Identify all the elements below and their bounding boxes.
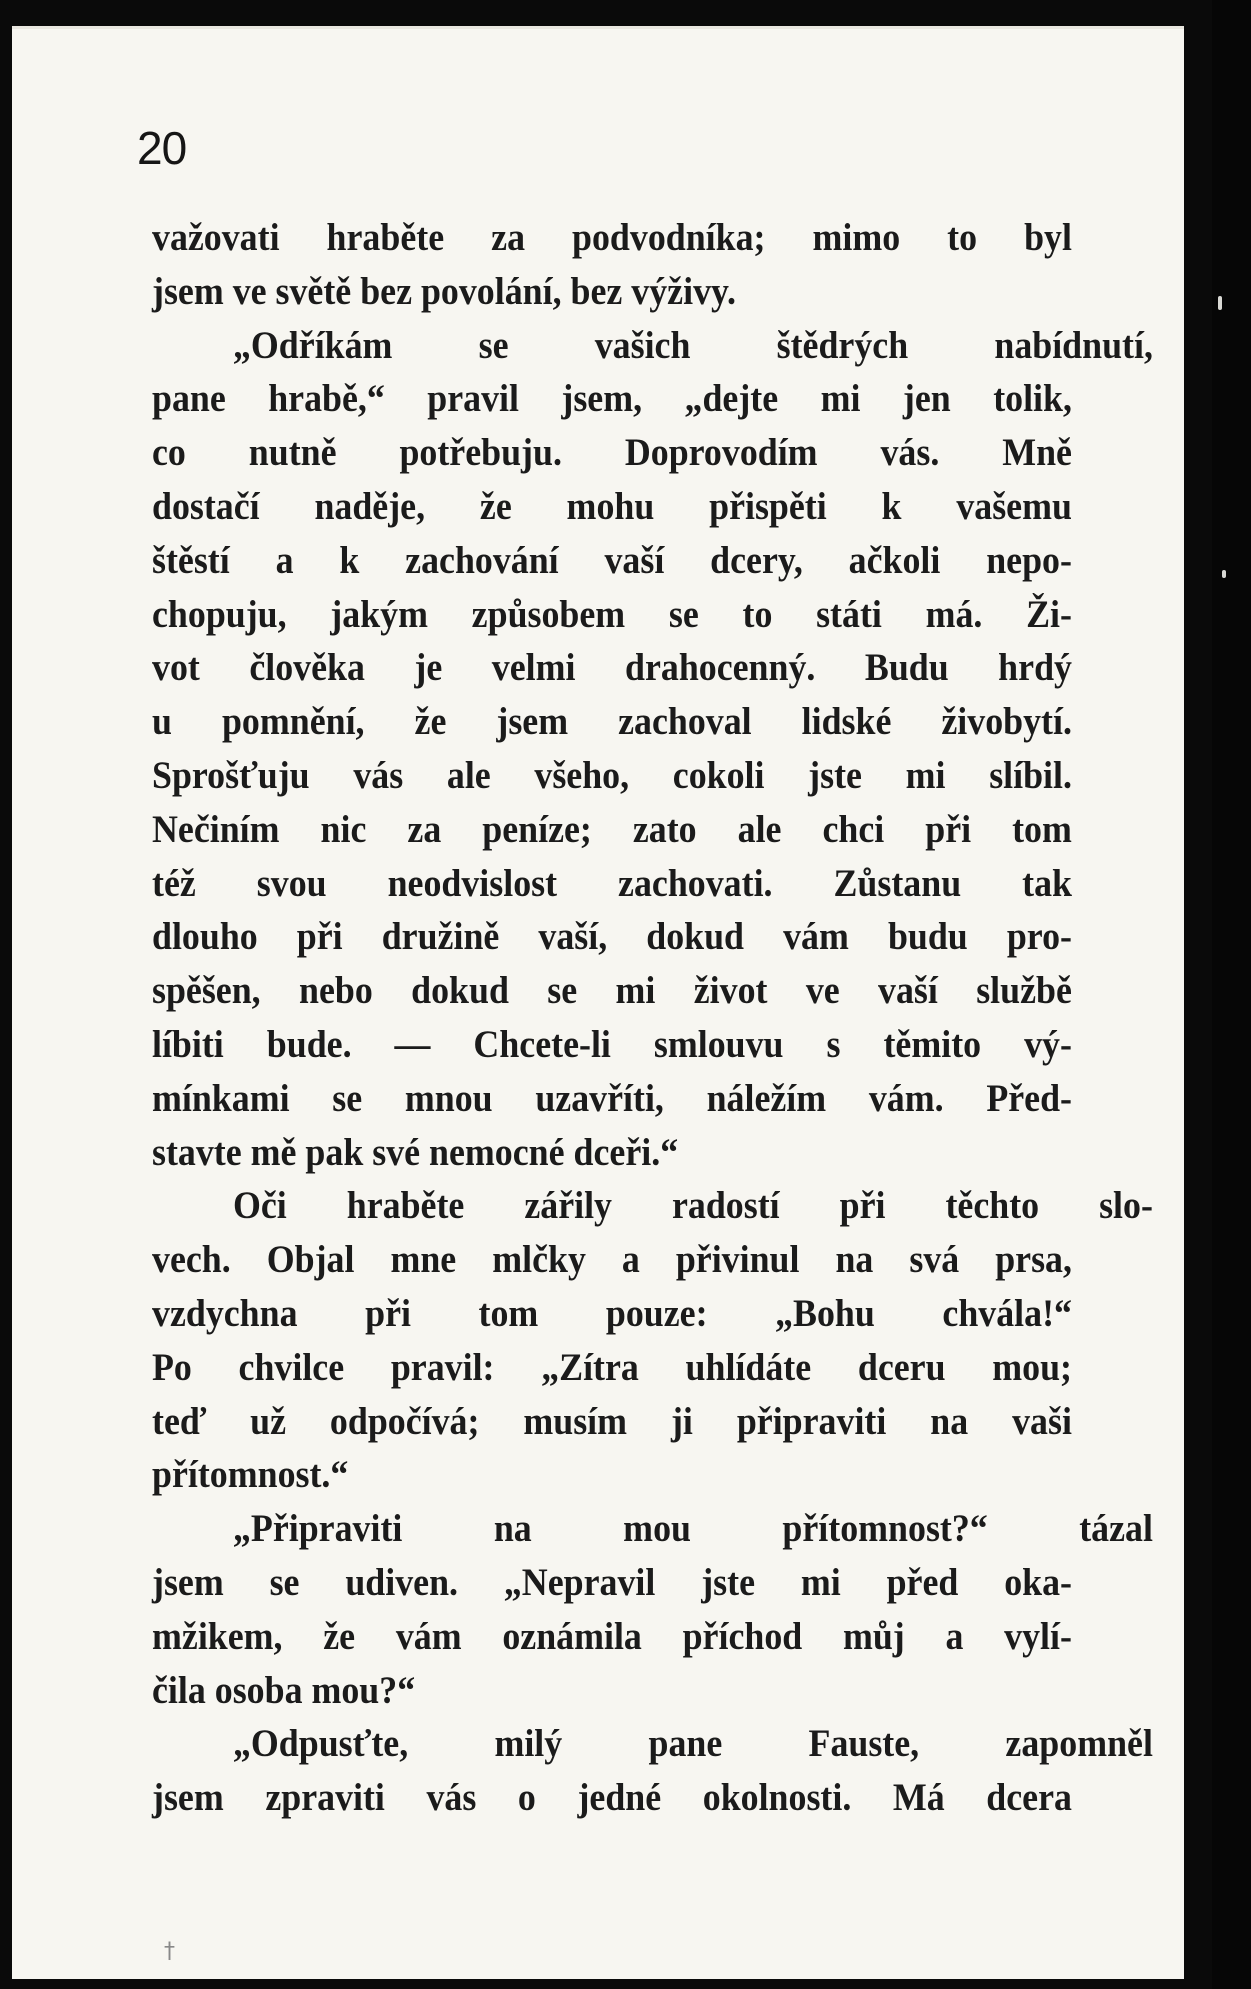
word: a (621, 1238, 640, 1282)
word: jsem (152, 1776, 224, 1820)
word: „Odříkám (232, 323, 393, 367)
word: vašich (594, 323, 691, 367)
text-line (152, 910, 1072, 964)
word: Oči (232, 1184, 287, 1228)
text-line (152, 588, 1072, 642)
text-line (152, 1018, 1072, 1072)
word: „Zítra (541, 1345, 639, 1389)
word: náležím (706, 1076, 827, 1120)
word: o (517, 1776, 536, 1820)
word: hrdý (998, 646, 1072, 690)
word: jsem (152, 1560, 224, 1604)
word: zapomněl (1005, 1722, 1153, 1766)
text-line (152, 1610, 1072, 1664)
word: pane (648, 1722, 723, 1766)
word: Fauste, (808, 1722, 920, 1766)
word: pomnění, (221, 700, 365, 744)
word: mžikem, (152, 1614, 283, 1658)
scan-edge (1212, 0, 1251, 1989)
word: se (668, 592, 699, 636)
word: vech. (152, 1238, 231, 1282)
word: můj (842, 1614, 905, 1658)
word: važovati (152, 216, 280, 259)
text-line (152, 1717, 1153, 1771)
word: nabídnutí, (994, 323, 1153, 367)
word: hraběte (346, 1184, 465, 1228)
word: Po (152, 1345, 192, 1389)
word: přispěti (709, 484, 827, 528)
word: oznámila (502, 1614, 642, 1658)
word: peníze; (482, 807, 592, 851)
word: dokud (646, 915, 745, 959)
word: službě (976, 969, 1072, 1013)
text-line (152, 964, 1072, 1018)
text-line: čila osoba mou?“ (152, 1668, 416, 1712)
text-line (152, 857, 1072, 911)
word: drahocenný. (624, 646, 816, 690)
word: zpraviti (265, 1776, 385, 1820)
text-line (152, 803, 1072, 857)
word: co (152, 431, 186, 475)
word: vaší (604, 538, 665, 582)
word: dcery, (710, 538, 803, 582)
word: naděje, (314, 484, 426, 528)
word: příchod (682, 1614, 803, 1658)
word: to (742, 592, 773, 636)
word: lidské (801, 700, 892, 744)
word: udiven. (345, 1560, 459, 1604)
word: cokoli (672, 753, 765, 797)
word: vaší, (538, 915, 608, 959)
word: jakým (330, 592, 428, 636)
word: svá (909, 1238, 960, 1282)
word: k (339, 538, 360, 582)
word: „Nepravil (503, 1560, 656, 1604)
word: zato (632, 807, 697, 851)
word: — (394, 1022, 431, 1066)
word: nebo (299, 969, 373, 1013)
word: neodvislost (387, 861, 558, 905)
edge-fleck (1218, 296, 1222, 310)
word: k (881, 484, 902, 528)
word: dcera (986, 1776, 1072, 1820)
word: zachoval (618, 700, 752, 744)
word: se (478, 323, 509, 367)
text-line (152, 211, 1072, 265)
text-line (152, 1072, 1072, 1126)
word: vám (783, 915, 849, 959)
word: při (839, 1184, 886, 1228)
word: byl (1024, 216, 1072, 259)
word: jedné (577, 1776, 662, 1820)
word: vaši (1012, 1399, 1072, 1443)
word: zachovati. (618, 861, 773, 905)
word: způsobem (471, 592, 626, 636)
word: uhlídáte (685, 1345, 812, 1389)
word: nepo- (986, 538, 1072, 582)
word: při (296, 915, 343, 959)
word: „Bohu (775, 1291, 875, 1335)
word: slíbil. (989, 753, 1072, 797)
word: odpočívá; (329, 1399, 480, 1443)
word: mlčky (492, 1238, 586, 1282)
text-line (152, 641, 1072, 695)
word: družině (381, 915, 500, 959)
word: tak (1022, 861, 1072, 905)
word: zachování (405, 538, 559, 582)
word: teď (152, 1399, 207, 1443)
word: vám (395, 1614, 462, 1658)
word: vylí- (1004, 1614, 1072, 1658)
word: slo- (1099, 1184, 1153, 1228)
word: budu (887, 915, 968, 959)
word: mi (820, 377, 861, 421)
word: mi (800, 1560, 841, 1604)
word: těmito (883, 1022, 982, 1066)
text-line (152, 695, 1072, 749)
word: se (269, 1560, 300, 1604)
word: pouze: (605, 1291, 708, 1335)
word: dokud (411, 969, 509, 1013)
word: chopuju, (152, 592, 287, 636)
book-page (12, 26, 1184, 1979)
word: jsem, (561, 377, 643, 421)
text-line (152, 1771, 1072, 1825)
word: vot (152, 646, 200, 690)
word: zářily (524, 1184, 612, 1228)
word: že (323, 1614, 356, 1658)
word: pravil: (390, 1345, 495, 1389)
word: vás (426, 1776, 477, 1820)
word: při (925, 807, 972, 851)
word: Doprovodím (624, 431, 818, 475)
word: mínkami (152, 1076, 290, 1120)
word: těchto (945, 1184, 1040, 1228)
text-line (152, 480, 1072, 534)
word: chci (822, 807, 885, 851)
word: bude. (266, 1022, 352, 1066)
word: to (947, 216, 978, 259)
text-line (152, 426, 1072, 480)
word: ale (446, 753, 491, 797)
word: mou (623, 1507, 691, 1551)
text-line (152, 372, 1072, 426)
word: Chcete-li (473, 1022, 611, 1066)
word: jste (701, 1560, 756, 1604)
word: Budu (864, 646, 949, 690)
word: tom (478, 1291, 539, 1335)
word: „Odpusťte, (232, 1722, 409, 1766)
word: štěstí (152, 538, 230, 582)
text-line (152, 1395, 1072, 1449)
word: už (250, 1399, 287, 1443)
word: oka- (1004, 1560, 1072, 1604)
word: živobytí. (941, 700, 1072, 744)
text-line (152, 1341, 1072, 1395)
word: mi (905, 753, 946, 797)
word: ale (737, 807, 782, 851)
text-line: stavte mě pak své nemocné dceři.“ (152, 1130, 679, 1174)
text-line (152, 749, 1072, 803)
word: člověka (249, 646, 365, 690)
word: s (826, 1022, 841, 1066)
word: tázal (1079, 1507, 1153, 1551)
word: podvodníka; (572, 216, 766, 259)
text-line (152, 319, 1153, 373)
word: přivinul (675, 1238, 800, 1282)
word: dostačí (152, 484, 260, 528)
word: se (332, 1076, 363, 1120)
word: Zůstanu (833, 861, 962, 905)
word: vašemu (956, 484, 1072, 528)
page-number: 20 (137, 122, 187, 174)
word: spěšen, (152, 969, 261, 1013)
word: Ži- (1026, 592, 1072, 636)
word: ve (805, 969, 840, 1013)
word: chvála!“ (942, 1291, 1072, 1335)
word: tom (1012, 807, 1072, 851)
word: štědrých (776, 323, 909, 367)
word: vám. (868, 1076, 944, 1120)
word: jste (808, 753, 862, 797)
word: vaší (878, 969, 938, 1013)
word: pane (152, 377, 226, 421)
word: Objal (266, 1238, 355, 1282)
text-line: jsem ve světě bez povolání, bez výživy. (152, 269, 736, 313)
word: mi (615, 969, 656, 1013)
word: na (835, 1238, 874, 1282)
word: líbiti (152, 1022, 224, 1066)
word: ji (670, 1399, 693, 1443)
word: Nečiním (152, 807, 280, 851)
word: vzdychna (152, 1291, 298, 1335)
word: je (414, 646, 443, 690)
word: život (693, 969, 768, 1013)
word: má. (925, 592, 983, 636)
text-line (152, 534, 1072, 588)
word: Mně (1002, 431, 1072, 475)
word: že (414, 700, 447, 744)
word: Má (892, 1776, 945, 1820)
word: Před- (986, 1076, 1072, 1120)
word: mohu (566, 484, 655, 528)
word: hrabě,“ (268, 377, 385, 421)
word: chvilce (238, 1345, 345, 1389)
word: za (407, 807, 442, 851)
word: přítomnost?“ (782, 1507, 988, 1551)
word: smlouvu (653, 1022, 784, 1066)
word: vás. (880, 431, 940, 475)
text-line (152, 1179, 1153, 1233)
word: „Připraviti (232, 1507, 403, 1551)
word: vý- (1024, 1022, 1072, 1066)
word: mnou (404, 1076, 493, 1120)
word: vás (353, 753, 404, 797)
word: mne (390, 1238, 457, 1282)
word: mimo (812, 216, 901, 259)
word: mou; (992, 1345, 1072, 1389)
word: svou (256, 861, 327, 905)
word: se (547, 969, 578, 1013)
word: radostí (671, 1184, 780, 1228)
word: za (491, 216, 526, 259)
word: prsa, (995, 1238, 1072, 1282)
footer-mark: † (164, 1939, 175, 1964)
word: milý (494, 1722, 563, 1766)
word: jen (902, 377, 951, 421)
word: pravil (427, 377, 519, 421)
word: před (886, 1560, 959, 1604)
word: uzavříti, (535, 1076, 664, 1120)
text-line (152, 1556, 1072, 1610)
word: ačkoli (848, 538, 941, 582)
page-text (152, 211, 1153, 1825)
word: Sprošťuju (152, 753, 310, 797)
word: všeho, (534, 753, 630, 797)
word: na (930, 1399, 969, 1443)
word: musím (523, 1399, 628, 1443)
word: potřebuju. (399, 431, 562, 475)
word: že (479, 484, 512, 528)
edge-fleck (1222, 570, 1226, 578)
word: též (152, 861, 196, 905)
word: velmi (491, 646, 576, 690)
word: při (365, 1291, 411, 1335)
word: a (945, 1614, 964, 1658)
text-line (152, 1287, 1072, 1341)
word: připraviti (736, 1399, 887, 1443)
word: státi (816, 592, 882, 636)
word: nic (320, 807, 367, 851)
word: okolnosti. (702, 1776, 852, 1820)
word: jsem (496, 700, 569, 744)
word: na (493, 1507, 532, 1551)
word: dlouho (152, 915, 258, 959)
word: a (275, 538, 294, 582)
word: u (152, 700, 172, 744)
word: nutně (248, 431, 337, 475)
text-line (152, 1233, 1072, 1287)
word: „dejte (684, 377, 779, 421)
word: pro- (1006, 915, 1072, 959)
text-line (152, 1502, 1153, 1556)
word: tolik, (993, 377, 1072, 421)
text-line: přítomnost.“ (152, 1453, 349, 1497)
word: dceru (857, 1345, 946, 1389)
word: hraběte (326, 216, 445, 259)
